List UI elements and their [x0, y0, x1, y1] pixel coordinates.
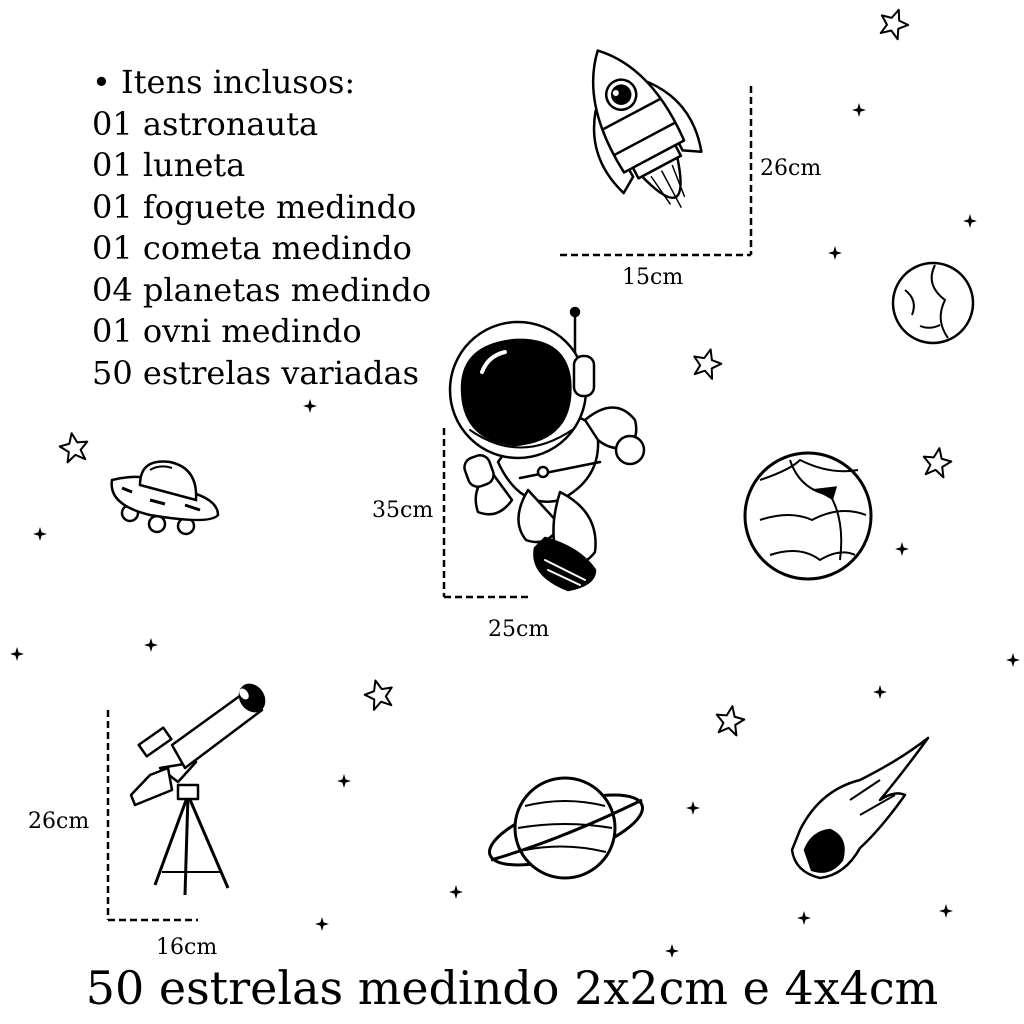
large-planet-illustration: [745, 453, 871, 579]
telescope-height-label: 26cm: [28, 809, 90, 834]
astronaut-height-label: 35cm: [372, 498, 434, 523]
telescope-width-label: 16cm: [156, 935, 218, 960]
ufo-illustration: [112, 461, 218, 534]
list-item: 01 foguete medindo: [92, 187, 417, 226]
list-item: 01 astronauta: [92, 104, 319, 143]
items-heading: • Itens inclusos:: [92, 63, 356, 101]
list-item: 01 cometa medindo: [92, 229, 412, 267]
small-planet-illustration: [893, 263, 973, 343]
list-item: 04 planetas medindo: [92, 270, 432, 309]
ringed-planet-illustration: [482, 778, 650, 879]
included-items-list: [92, 62, 431, 394]
comet-illustration: [792, 738, 928, 878]
list-item: 01 luneta: [92, 146, 246, 184]
astronaut-width-label: 25cm: [488, 617, 550, 642]
telescope-illustration: [131, 680, 269, 895]
rocket-height-label: 26cm: [760, 156, 822, 181]
astronaut-illustration: [450, 308, 644, 590]
rocket-width-label: 15cm: [622, 265, 684, 290]
list-item: 01 ovni medindo: [92, 312, 362, 350]
rocket-illustration: [554, 27, 725, 231]
list-item: 50 estrelas variadas: [92, 353, 419, 392]
stars-size-caption: 50 estrelas medindo 2x2cm e 4x4cm: [85, 961, 939, 1015]
